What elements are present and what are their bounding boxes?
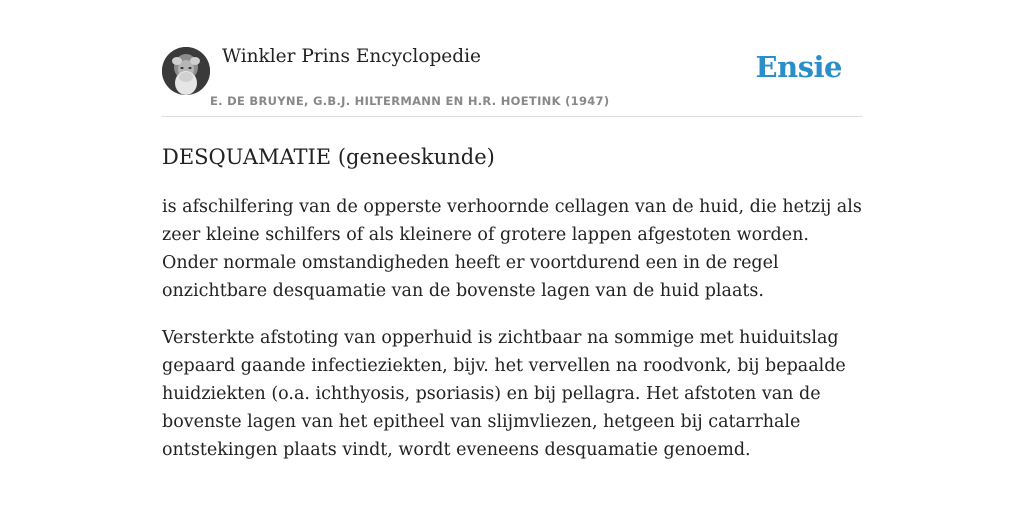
- page-header: [162, 0, 862, 117]
- entry-paragraph: is afschilfering van de opperste verhoornde cellagen van de huid, die hetzij als zeer kleine schilfers of als kleinere of grotere lappen afgestoten worden. Onder normale omstandigheden heeft er voortdurend een in de regel onzichtbare desquamatie van de bovenste lagen van de huid plaats.: [162, 197, 862, 301]
- brand-logo-link[interactable]: Ensie: [755, 50, 842, 84]
- page: [162, 0, 862, 483]
- entry-content: [162, 193, 862, 464]
- publication-title[interactable]: Winkler Prins Encyclopedie: [222, 46, 481, 67]
- authors-line: E. DE BRUYNE, G.B.J. HILTERMANN EN H.R. HOETINK (1947): [210, 94, 610, 108]
- entry-paragraph: Versterkte afstoting van opperhuid is zichtbaar na sommige met huiduitslag gepaard gaande infectieziekten, bijv. het vervellen na roodvonk, bij bepaalde huidziekten (o.a. ichthyosis, psoriasis) en bij pellagra. Het afstoten van de bovenste lagen van het epitheel van slijmvliezen, hetgeen bij catarrhale ontstekingen plaats vindt, wordt eveneens desquamatie genoemd.: [162, 328, 846, 460]
- portrait-photo-icon: [162, 47, 210, 95]
- entry-title: DESQUAMATIE (geneeskunde): [162, 145, 495, 169]
